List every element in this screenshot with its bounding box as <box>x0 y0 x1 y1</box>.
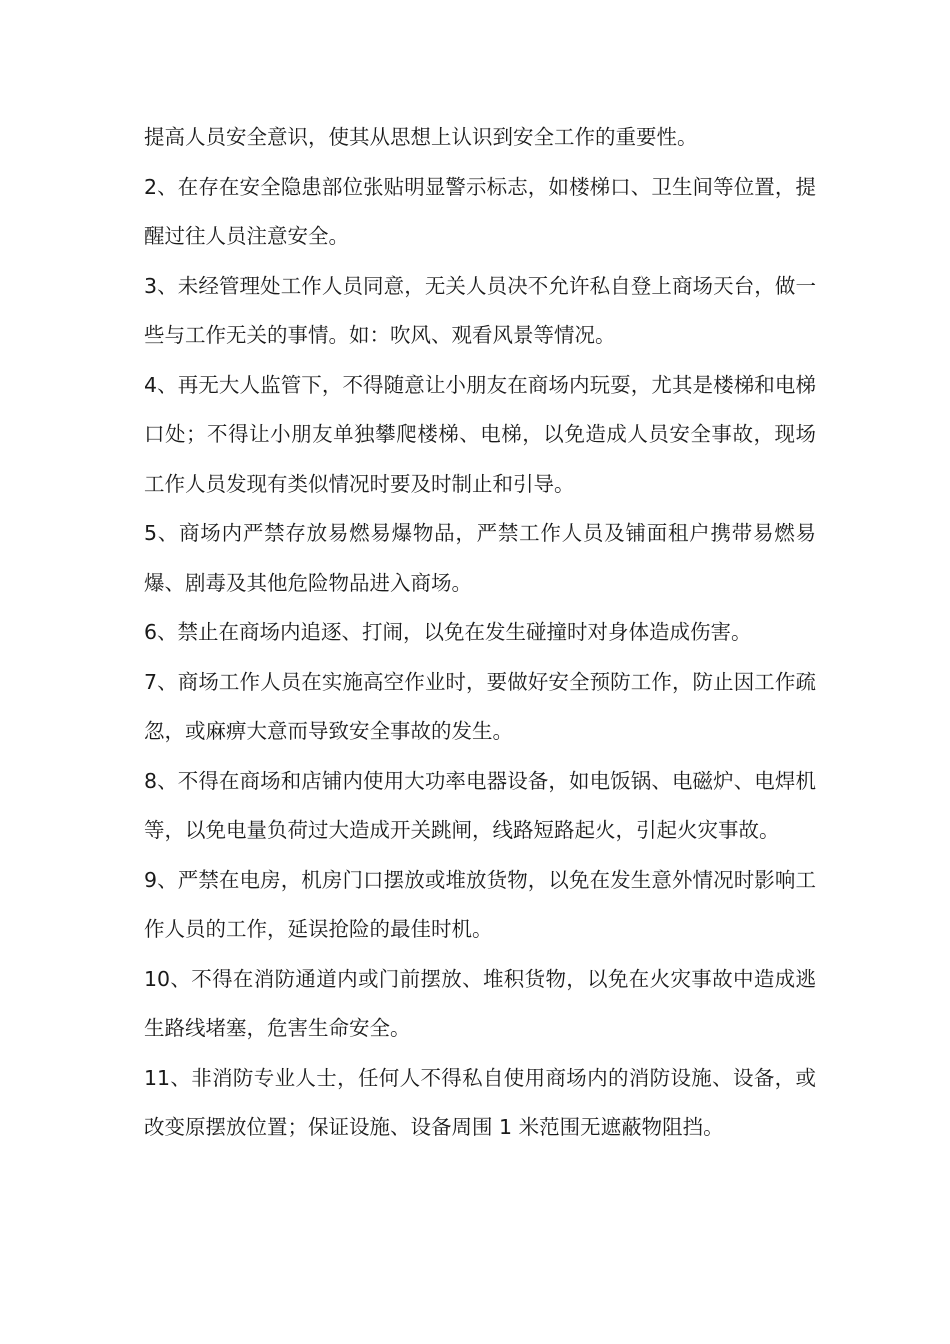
paragraph-item-7: 7、商场工作人员在实施高空作业时，要做好安全预防工作，防止因工作疏忽，或麻痹大意而导致安全事故的发生。 <box>144 669 816 743</box>
paragraph-item-9: 9、严禁在电房，机房门口摆放或堆放货物，以免在发生意外情况时影响工作人员的工作，延误抢险的最佳时机。 <box>144 867 816 941</box>
document-body <box>144 113 816 1153</box>
paragraph-item-6: 6、禁止在商场内追逐、打闹，以免在发生碰撞时对身体造成伤害。 <box>144 620 752 644</box>
paragraph-intro: 提高人员安全意识，使其从思想上认识到安全工作的重要性。 <box>144 125 698 149</box>
paragraph-item-3: 3、未经管理处工作人员同意，无关人员决不允许私自登上商场天台，做一些与工作无关的事情。如：吹风、观看风景等情况。 <box>144 273 816 347</box>
paragraph-item-2: 2、在存在安全隐患部位张贴明显警示标志，如楼梯口、卫生间等位置，提醒过往人员注意安全。 <box>144 174 816 248</box>
paragraph-item-4: 4、再无大人监管下，不得随意让小朋友在商场内玩耍，尤其是楼梯和电梯口处；不得让小朋友单独攀爬楼梯、电梯，以免造成人员安全事故，现场工作人员发现有类似情况时要及时制止和引导。 <box>144 372 816 496</box>
paragraph-item-8: 8、不得在商场和店铺内使用大功率电器设备，如电饭锅、电磁炉、电焊机等，以免电量负荷过大造成开关跳闸，线路短路起火，引起火灾事故。 <box>144 768 816 842</box>
paragraph-item-10: 10、不得在消防通道内或门前摆放、堆积货物，以免在火灾事故中造成逃生路线堵塞，危害生命安全。 <box>144 966 816 1040</box>
paragraph-item-11: 11、非消防专业人士，任何人不得私自使用商场内的消防设施、设备，或改变原摆放位置；保证设施、设备周围 1 米范围无遮蔽物阻挡。 <box>144 1065 816 1139</box>
paragraph-item-5: 5、商场内严禁存放易燃易爆物品，严禁工作人员及铺面租户携带易燃易爆、剧毒及其他危险物品进入商场。 <box>144 521 816 595</box>
